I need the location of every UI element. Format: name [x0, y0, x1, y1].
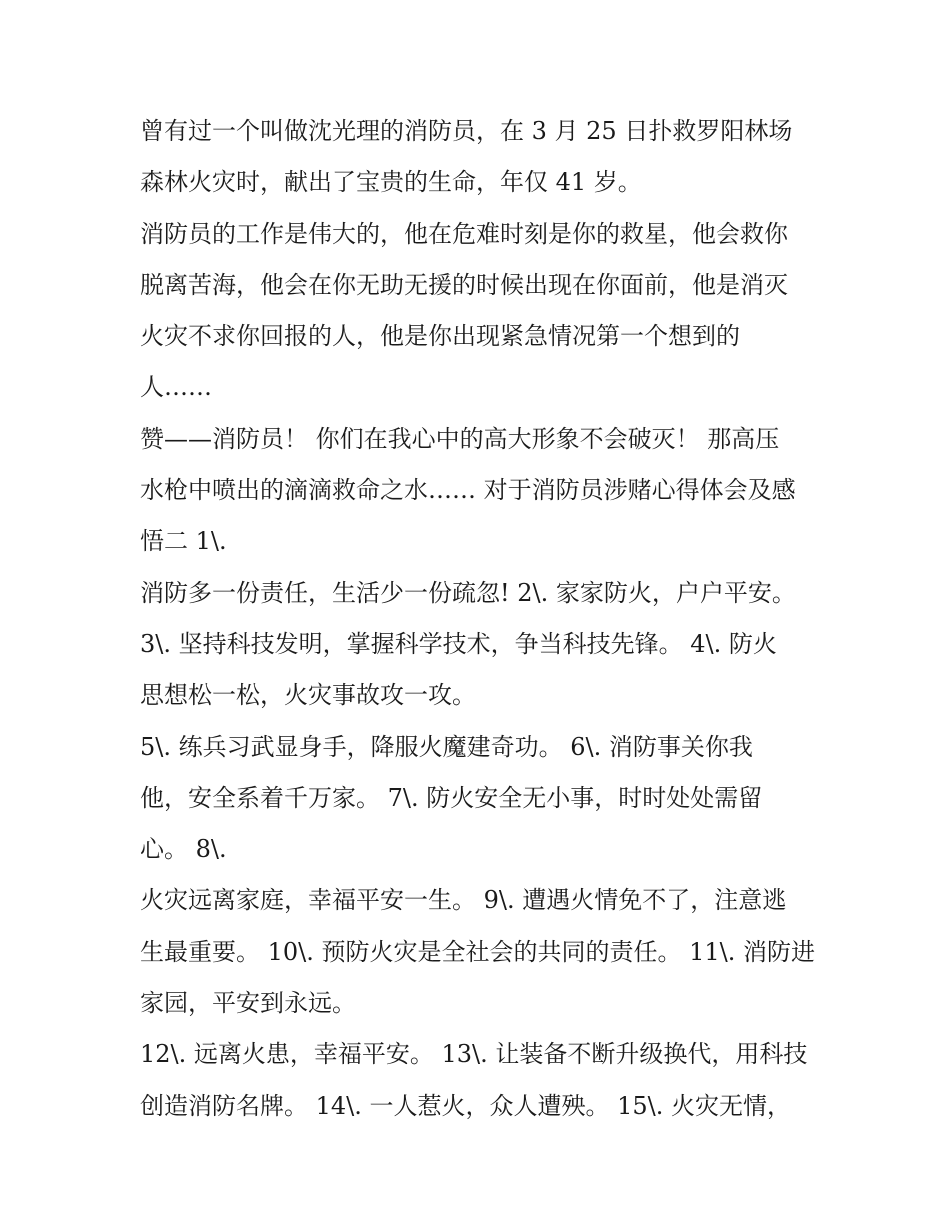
text-line: 人…… — [140, 373, 212, 402]
text-line: 曾有过一个叫做沈光理的消防员，在 3 月 25 日扑救罗阳林场 — [140, 117, 793, 145]
text-line: 森林火灾时，献出了宝贵的生命，年仅 41 岁。 — [140, 168, 642, 197]
text-line: 水枪中喷出的滴滴救命之水…… 对于消防员涉赌心得体会及感 — [140, 476, 796, 505]
text-line: 悟二 1\. — [140, 527, 227, 556]
text-line: 12\. 远离火患，幸福平安。 13\. 让装备不断升级换代，用科技 — [140, 1040, 808, 1069]
text-line: 家园，平安到永远。 — [140, 989, 356, 1018]
text-line: 生最重要。 10\. 预防火灾是全社会的共同的责任。 11\. 消防进 — [140, 937, 816, 966]
text-line: 思想松一松，火灾事故攻一攻。 — [140, 681, 476, 710]
text-line: 3\. 坚持科技发明，掌握科学技术，争当科技先锋。 4\. 防火 — [140, 629, 777, 658]
text-line: 火灾远离家庭，幸福平安一生。 9\. 遭遇火情免不了，注意逃 — [140, 886, 787, 915]
text-line: 赞——消防员！ 你们在我心中的高大形象不会破灭！ 那高压 — [140, 424, 780, 453]
text-line: 5\. 练兵习武显身手，降服火魔建奇功。 6\. 消防事关你我 — [140, 732, 753, 761]
text-line: 火灾不求你回报的人，他是你出现紧急情况第一个想到的 — [140, 322, 740, 351]
text-line: 他，安全系着千万家。 7\. 防火安全无小事，时时处处需留 — [140, 783, 763, 812]
text-line: 消防员的工作是伟大的，他在危难时刻是你的救星，他会救你 — [140, 219, 788, 248]
text-line: 脱离苦海，他会在你无助无援的时候出现在你面前，他是消灭 — [140, 270, 788, 299]
text-line: 创造消防名牌。 14\. 一人惹火，众人遭殃。 15\. 火灾无情， — [140, 1091, 792, 1120]
document-body — [140, 106, 820, 1132]
text-line: 心。 8\. — [140, 835, 227, 864]
text-line: 消防多一份责任，生活少一份疏忽! 2\. 家家防火，户户平安。 — [140, 578, 796, 607]
